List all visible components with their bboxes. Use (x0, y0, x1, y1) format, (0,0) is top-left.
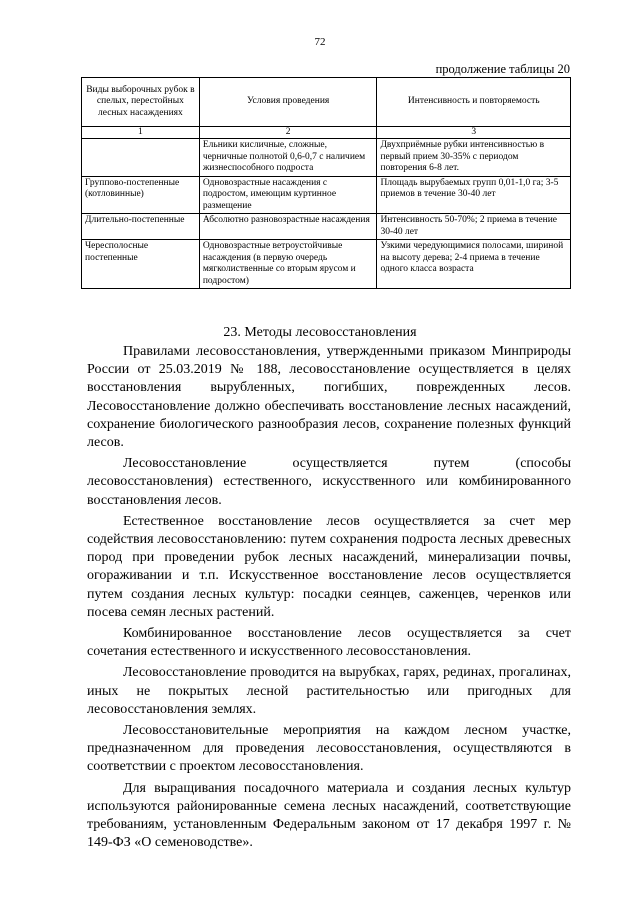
table-cell-type (82, 139, 200, 177)
paragraph: Лесовосстановление осуществляется путем (способы лесовосстановления) естественного, искусственного или комбинированного восстановления лесов. (87, 456, 571, 508)
section-title: 23. Методы лесовосстановления (223, 325, 417, 340)
table-cell-conditions: Одновозрастные насаждения с подростом, имеющим куртинное размещение (199, 176, 377, 214)
paragraph: Лесовосстановление проводится на вырубках, гарях, рединах, прогалинах, иных не покрытых лесной растительностью или пригодных для лесовосстановления землях. (87, 665, 571, 717)
table-cell-type: Группово-постепенные (котловинные) (82, 176, 200, 214)
table-cell-intensity: Двухприёмные рубки интенсивностью в первый прием 30-35% с периодом повторения 6-8 лет. (377, 139, 571, 177)
table-cell-conditions: Ельники кисличные, сложные, черничные полнотой 0,6-0,7 с наличием жизнеспособного подроста (199, 139, 377, 177)
table-column-numbers-row (82, 127, 571, 139)
paragraph: Для выращивания посадочного материала и создания лесных культур используются районированные семена лесных насаждений, соответствующие требованиям, установленным Федеральным законом от 17 декабря 1997 г. № 149-ФЗ «О семеноводстве». (87, 780, 571, 851)
section-body (87, 343, 571, 855)
table-cell-conditions: Одновозрастные ветроустойчивые насаждения (в первую очередь мягколиственные со вторым ярусом и подростом) (199, 240, 377, 289)
header-cutting-type: Виды выборочных рубок в спелых, перестойных лесных насаждениях (82, 78, 200, 127)
paragraph: Лесовосстановительные мероприятия на каждом лесном участке, предназначенном для проведения лесовосстановления, осуществляются в соответствии с проектом лесовосстановления. (87, 723, 571, 775)
table-row (82, 139, 571, 177)
table-row (82, 214, 571, 240)
table-cell-conditions: Абсолютно разновозрастные насаждения (199, 214, 377, 240)
table-cell-intensity: Узкими чередующимися полосами, шириной на высоту дерева; 2-4 приема в течение одного класса возраста (377, 240, 571, 289)
header-intensity: Интенсивность и повторяемость (377, 78, 571, 127)
paragraph: Комбинированное восстановление лесов осуществляется за счет сочетания естественного и искусственного лесовосстановления. (87, 626, 571, 660)
table-row (82, 240, 571, 289)
table-cell-type: Длительно-постепенные (82, 214, 200, 240)
table-cell-intensity: Площадь вырубаемых групп 0,01-1,0 га; 3-5 приемов в течение 30-40 лет (377, 176, 571, 214)
table-cell-intensity: Интенсивность 50-70%; 2 приема в течение 30-40 лет (377, 214, 571, 240)
table-row (82, 176, 571, 214)
table-caption: продолжение таблицы 20 (435, 62, 570, 76)
column-number: 3 (377, 127, 571, 139)
column-number: 2 (199, 127, 377, 139)
cutting-methods-table (81, 77, 571, 289)
column-number: 1 (82, 127, 200, 139)
table-cell-type: Чересполосные постепенные (82, 240, 200, 289)
header-conditions: Условия проведения (199, 78, 377, 127)
table-header-row (82, 78, 571, 127)
paragraph: Правилами лесовосстановления, утвержденными приказом Минприроды России от 25.03.2019 № 188, лесовосстановление осуществляется в целях восстановления вырубленных, погибших, поврежденных лесов. Лесовосстановление должно обеспечивать восстановление лесных насаждений, сохранение биологического разнообразия лесов, сохранение полезных функций лесов. (87, 344, 571, 451)
page-number: 72 (314, 36, 326, 48)
paragraph: Естественное восстановление лесов осуществляется за счет мер содействия лесовосстановлению: путем сохранения подроста лесных древесных пород при проведении рубок лесных насаждений, минерализации почвы, огораживании и т.п. Искусственное восстановление лесов осуществляется путем создания лесных культур: посадки сеянцев, саженцев, черенков или посева семян лесных растений. (87, 513, 571, 620)
